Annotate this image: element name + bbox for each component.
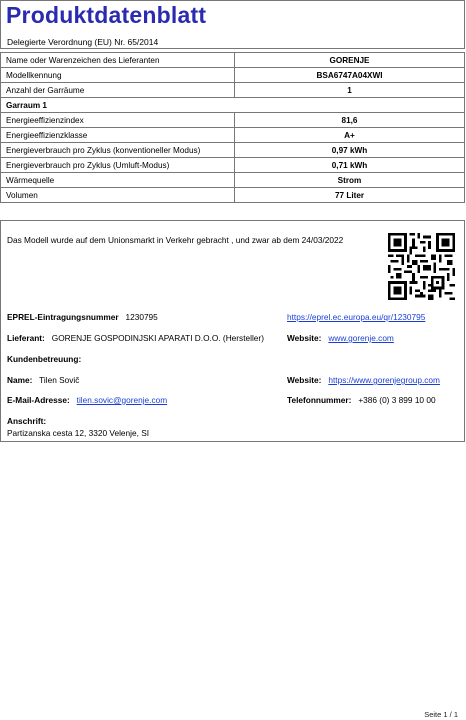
table-row <box>1 173 465 188</box>
row-label: Wärmequelle <box>1 173 235 188</box>
phone-line <box>287 395 436 405</box>
row-value: A+ <box>235 128 465 143</box>
qr-code-icon[interactable] <box>388 233 455 300</box>
table-row <box>1 83 465 98</box>
row-label: Energieeffizienzklasse <box>1 128 235 143</box>
phone-value: +386 (0) 3 899 10 00 <box>358 395 436 405</box>
table-row <box>1 68 465 83</box>
supplier-label: Lieferant: <box>7 333 45 343</box>
row-value: 1 <box>235 83 465 98</box>
address-label: Anschrift: <box>7 416 47 426</box>
row-label: Modellkennung <box>1 68 235 83</box>
row-value: Strom <box>235 173 465 188</box>
title-box <box>0 0 465 49</box>
support-heading: Kundenbetreuung: <box>7 354 82 364</box>
row-label: Energieverbrauch pro Zyklus (Umluft-Modus) <box>1 158 235 173</box>
section-row <box>1 98 465 113</box>
name-line <box>7 375 79 385</box>
email-line <box>7 395 167 405</box>
spec-table <box>0 52 465 203</box>
row-value: BSA6747A04XWI <box>235 68 465 83</box>
table-row <box>1 53 465 68</box>
table-row <box>1 188 465 203</box>
row-value: GORENJE <box>235 53 465 68</box>
row-label: Energieeffizienzindex <box>1 113 235 128</box>
supplier-value: GORENJE GOSPODINJSKI APARATI D.O.O. (Hersteller) <box>51 333 264 343</box>
name-label: Name: <box>7 375 33 385</box>
row-value: 81,6 <box>235 113 465 128</box>
row-label: Anzahl der Garräume <box>1 83 235 98</box>
email-link[interactable]: tilen.sovic@gorenje.com <box>76 395 168 405</box>
row-value: 0,97 kWh <box>235 143 465 158</box>
page-number: Seite 1 / 1 <box>424 710 458 719</box>
table-row <box>1 128 465 143</box>
website-label: Website: <box>287 333 322 343</box>
support-website-line <box>287 375 440 385</box>
market-text: Das Modell wurde auf dem Unionsmarkt in Verkehr gebracht , und zwar ab dem 24/03/2022 <box>7 235 344 245</box>
supplier-website-link[interactable]: www.gorenje.com <box>328 333 394 343</box>
eprel-label: EPREL-Eintragungsnummer <box>7 312 119 322</box>
supplier-website-line <box>287 333 394 343</box>
regulation-subtitle: Delegierte Verordnung (EU) Nr. 65/2014 <box>7 37 159 47</box>
eprel-line <box>7 312 158 322</box>
row-label: Name oder Warenzeichen des Lieferanten <box>1 53 235 68</box>
phone-label: Telefonnummer: <box>287 395 352 405</box>
table-row <box>1 113 465 128</box>
supplier-line <box>7 333 264 343</box>
name-value: Tilen Sovič <box>39 375 80 385</box>
support-website-label: Website: <box>287 375 322 385</box>
row-label: Energieverbrauch pro Zyklus (konventioneller Modus) <box>1 143 235 158</box>
row-label: Volumen <box>1 188 235 203</box>
address-value: Partizanska cesta 12, 3320 Velenje, SI <box>7 428 150 438</box>
page-title: Produktdatenblatt <box>6 2 207 28</box>
support-website-link[interactable]: https://www.gorenjegroup.com <box>328 375 440 385</box>
email-label: E-Mail-Adresse: <box>7 395 70 405</box>
section-label: Garraum 1 <box>1 98 465 113</box>
table-row <box>1 158 465 173</box>
eprel-number: 1230795 <box>125 312 158 322</box>
table-row <box>1 143 465 158</box>
info-box <box>0 220 465 442</box>
row-value: 77 Liter <box>235 188 465 203</box>
eprel-link[interactable]: https://eprel.ec.europa.eu/qr/1230795 <box>287 312 426 322</box>
row-value: 0,71 kWh <box>235 158 465 173</box>
